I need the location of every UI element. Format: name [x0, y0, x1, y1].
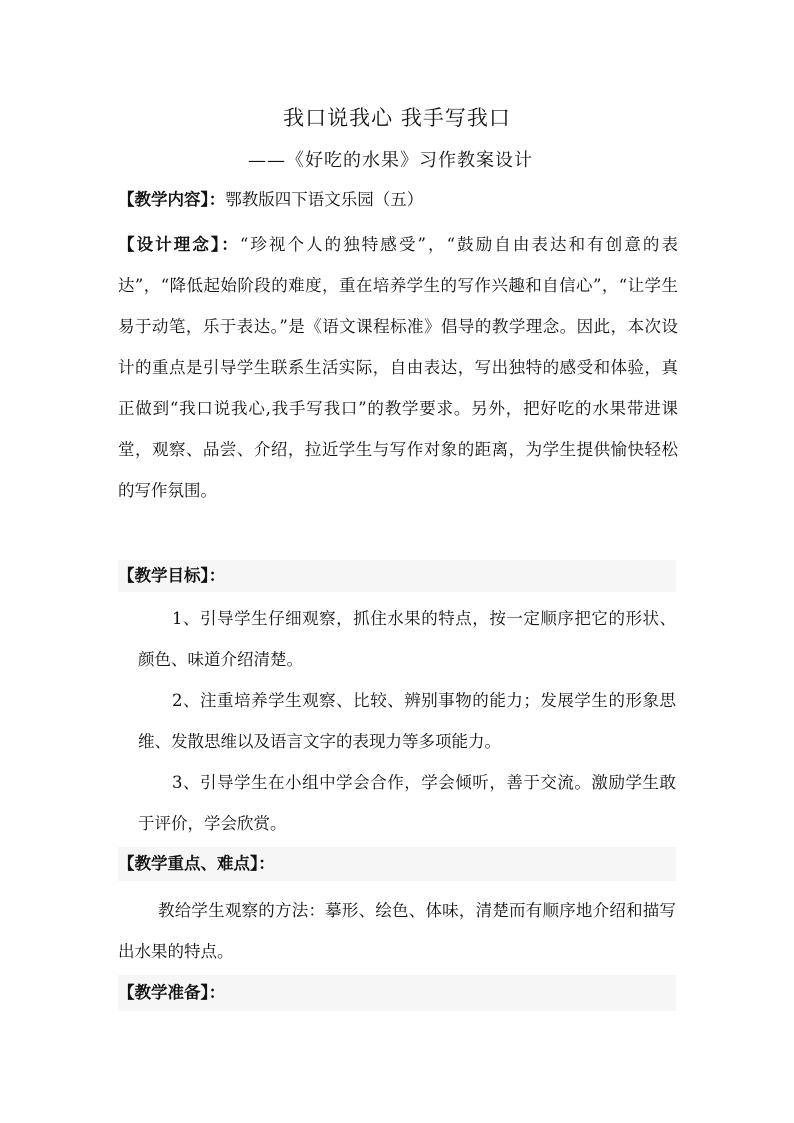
- objective-item-3: 3、引导学生在小组中学会合作，学会倾听，善于交流。激励学生敢于评价，学会欣赏。: [138, 773, 676, 833]
- teaching-objectives-heading: [118, 560, 676, 592]
- key-points-label: 【教学重点、难点】：: [118, 854, 275, 873]
- objective-item-2: 2、注重培养学生观察、比较、辨别事物的能力；发展学生的形象思维、发散思维以及语言文字的表现力等多项能力。: [138, 691, 676, 751]
- key-points-text: 教给学生观察的方法：摹形、绘色、体味，清楚而有顺序地介绍和描写出水果的特点。: [118, 901, 676, 961]
- document-title: 我口说我心 我手写我口: [283, 106, 511, 130]
- key-points-heading: [118, 847, 676, 881]
- teaching-preparation-label: 【教学准备】：: [118, 983, 226, 1002]
- design-concept-section: [118, 224, 678, 511]
- design-concept-label: 【设计理念】：: [118, 235, 240, 254]
- objective-item-1: 1、引导学生仔细观察，抓住水果的特点，按一定顺序把它的形状、颜色、味道介绍清楚。: [138, 609, 676, 669]
- teaching-content-label: 【教学内容】：: [118, 190, 226, 209]
- design-concept-text: “珍视个人的独特感受”，“鼓励自由表达和有创意的表达”，“降低起始阶段的难度，重在培养学生的写作兴趣和自信心”，“让学生易于动笔，乐于表达。”是《语文课程标准》倡导的教学理念。因此，本次设计的重点是引导学生联系生活实际，自由表达，写出独特的感受和体验，真正做到“我口说我心,我手写我口”的教学要求。另外，把好吃的水果带进课堂，观察、品尝、介绍，拉近学生与写作对象的距离，为学生提供愉快轻松的写作氛围。: [118, 235, 679, 500]
- teaching-content-section: [118, 185, 676, 215]
- teaching-preparation-heading: [118, 975, 676, 1011]
- document-subtitle: ——《好吃的水果》习作教案设计: [248, 150, 533, 171]
- teaching-objectives-label: 【教学目标】：: [118, 566, 226, 585]
- teaching-content-text: 鄂教版四下语文乐园（五）: [225, 190, 424, 209]
